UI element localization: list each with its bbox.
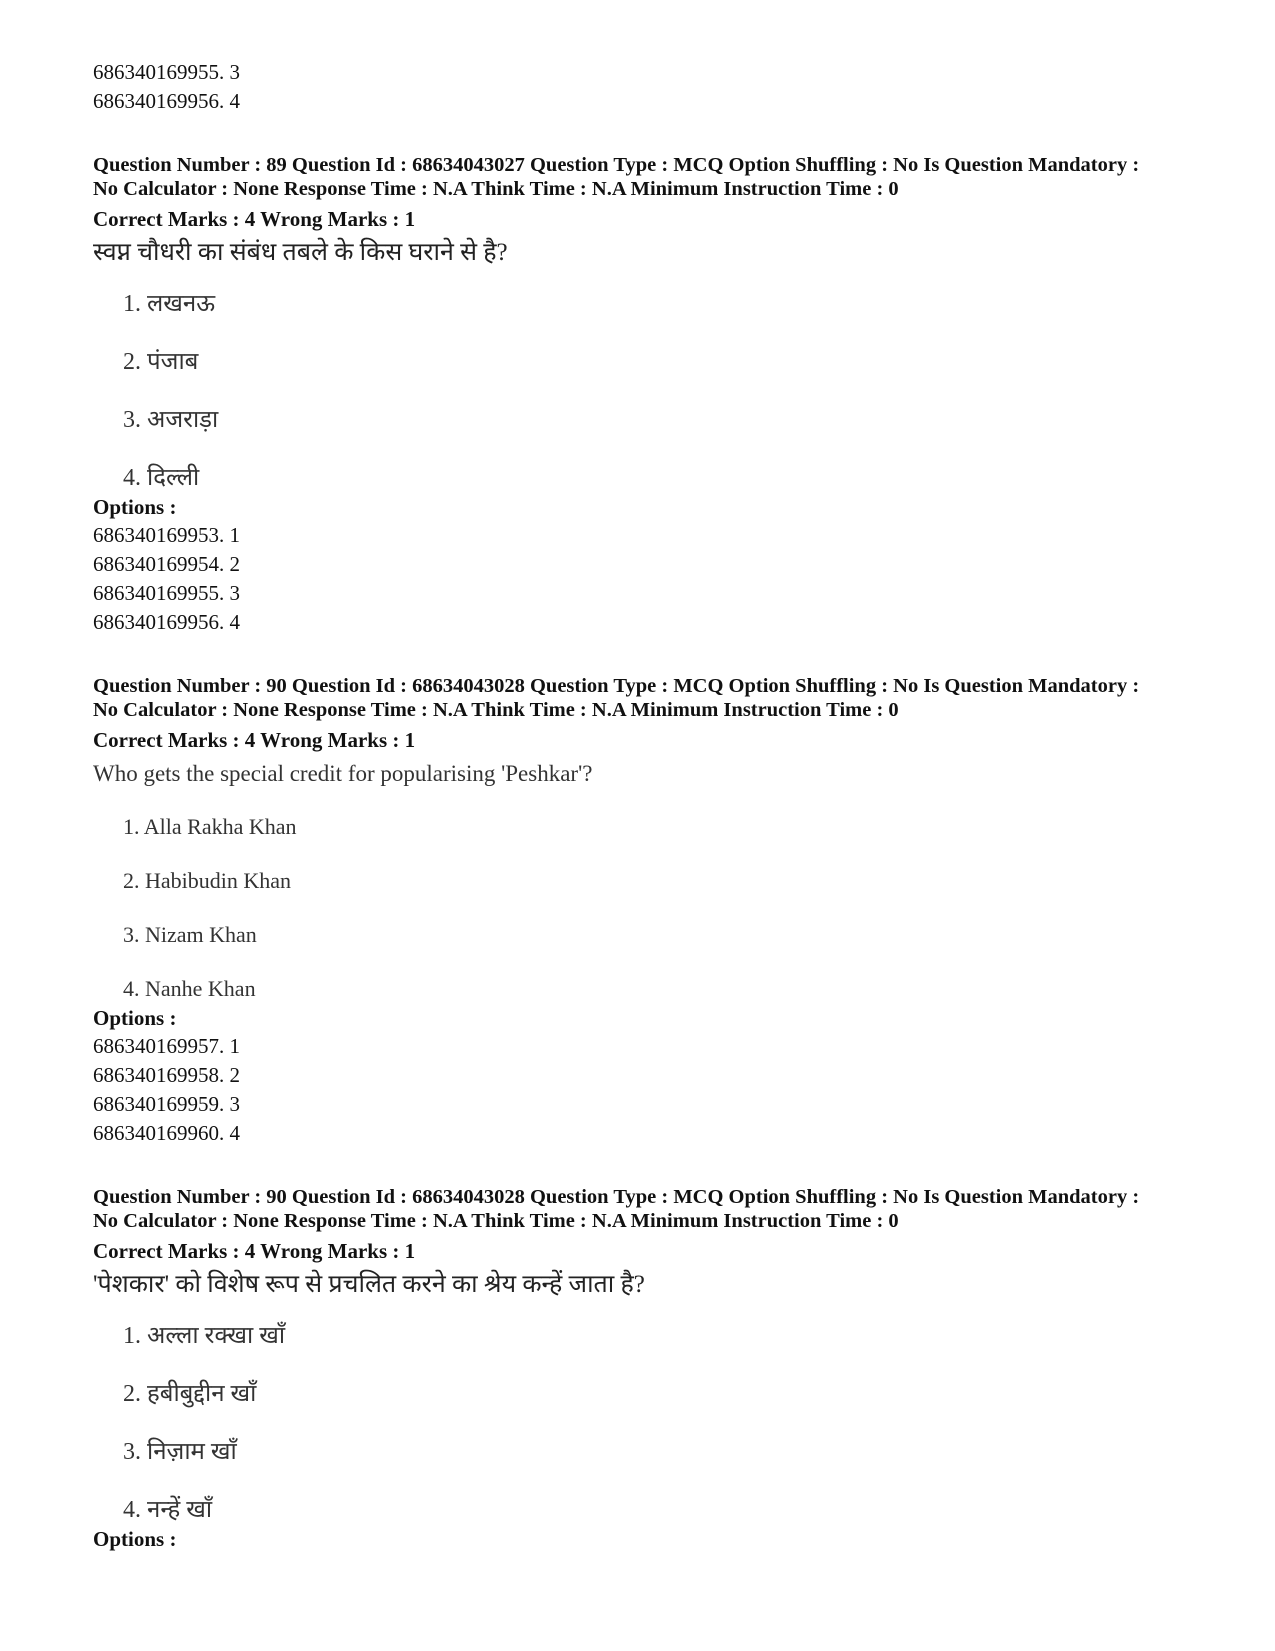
- question-header-line2: No Calculator : None Response Time : N.A Think Time : N.A Minimum Instruction Time : 0: [93, 1210, 899, 1232]
- option-id: 686340169954. 2: [93, 552, 240, 576]
- question-89: [93, 153, 1203, 637]
- question-header-line2: No Calculator : None Response Time : N.A Think Time : N.A Minimum Instruction Time : 0: [93, 178, 899, 200]
- question-header-line1: Question Number : 90 Question Id : 68634043028 Question Type : MCQ Option Shuffling : No Is Question Mandatory :: [93, 675, 1140, 697]
- top-option-ids: [93, 58, 1203, 116]
- choice-2: 2. हबीबुद्दीन खाँ: [123, 1381, 257, 1407]
- question-text: स्वप्न चौधरी का संबंध तबले के किस घराने से है?: [93, 239, 508, 266]
- choice-4: 4. Nanhe Khan: [123, 976, 256, 1001]
- options-label: Options :: [93, 495, 177, 519]
- choice-1: 1. अल्ला रक्खा खाँ: [123, 1323, 286, 1349]
- option-id: 686340169958. 2: [93, 1063, 240, 1087]
- question-marks: Correct Marks : 4 Wrong Marks : 1: [93, 207, 416, 231]
- choice-2: 2. Habibudin Khan: [123, 868, 292, 893]
- choice-3: 3. अजराड़ा: [123, 407, 219, 433]
- choice-4: 4. नन्हें खाँ: [123, 1497, 213, 1523]
- question-header-line1: Question Number : 90 Question Id : 68634043028 Question Type : MCQ Option Shuffling : No Is Question Mandatory :: [93, 1186, 1140, 1208]
- choice-1: 1. लखनऊ: [123, 291, 216, 317]
- question-90-english: [93, 674, 1203, 1148]
- option-id: 686340169956. 4: [93, 89, 240, 113]
- option-id: 686340169955. 3: [93, 581, 240, 605]
- option-id: 686340169957. 1: [93, 1034, 240, 1058]
- question-text: 'पेशकार' को विशेष रूप से प्रचलित करने का श्रेय कन्हें जाता है?: [93, 1271, 645, 1298]
- options-label: Options :: [93, 1527, 177, 1551]
- question-header-line2: No Calculator : None Response Time : N.A Think Time : N.A Minimum Instruction Time : 0: [93, 699, 899, 721]
- choice-3: 3. Nizam Khan: [123, 922, 257, 947]
- question-header-line1: Question Number : 89 Question Id : 68634043027 Question Type : MCQ Option Shuffling : No Is Question Mandatory :: [93, 154, 1140, 176]
- document-page: [93, 58, 1203, 1553]
- choice-2: 2. पंजाब: [123, 349, 199, 375]
- option-id: 686340169953. 1: [93, 523, 240, 547]
- option-id: 686340169959. 3: [93, 1092, 240, 1116]
- question-90-hindi: [93, 1185, 1203, 1553]
- options-label: Options :: [93, 1006, 177, 1030]
- option-id: 686340169960. 4: [93, 1121, 240, 1145]
- choice-3: 3. निज़ाम खाँ: [123, 1439, 237, 1465]
- question-marks: Correct Marks : 4 Wrong Marks : 1: [93, 728, 416, 752]
- question-text: Who gets the special credit for popularising 'Peshkar'?: [93, 761, 593, 786]
- choice-1: 1. Alla Rakha Khan: [123, 814, 297, 839]
- option-id: 686340169956. 4: [93, 610, 240, 634]
- choice-4: 4. दिल्ली: [123, 465, 200, 491]
- question-marks: Correct Marks : 4 Wrong Marks : 1: [93, 1239, 416, 1263]
- option-id: 686340169955. 3: [93, 60, 240, 84]
